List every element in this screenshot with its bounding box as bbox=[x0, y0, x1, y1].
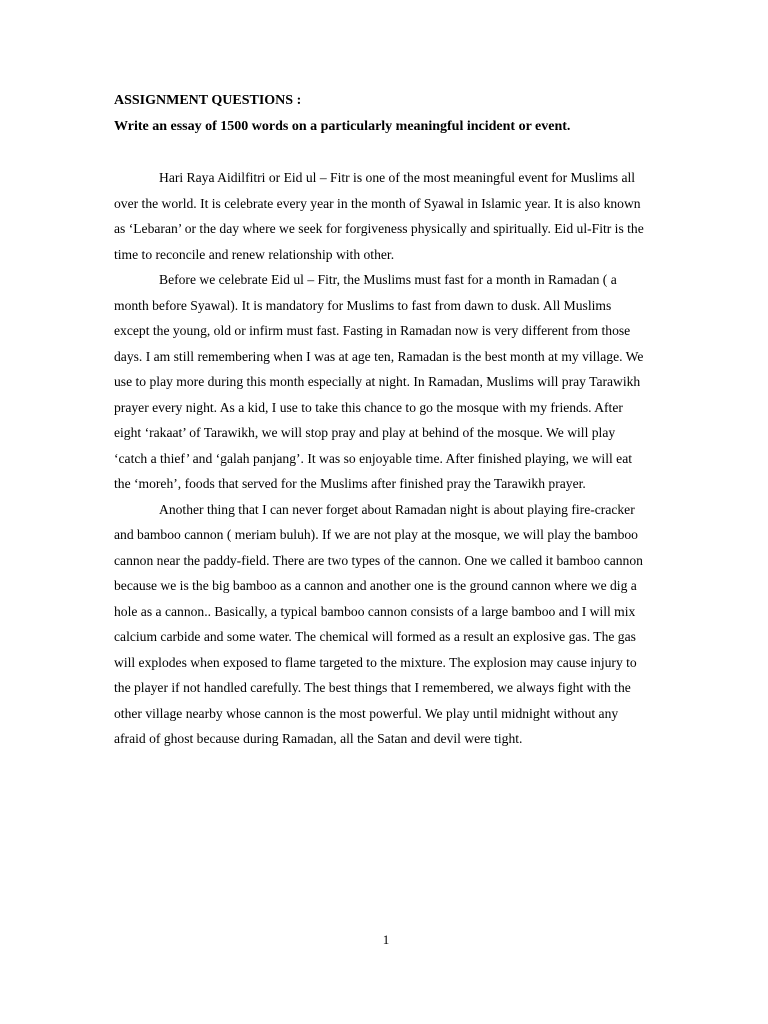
page-number: 1 bbox=[382, 932, 390, 947]
essay-paragraph-2: Before we celebrate Eid ul – Fitr, the Muslims must fast for a month in Ramadan ( a month before Syawal). It is mandatory for Muslims to fast from dawn to dusk. All Muslims except the young, old or infirm must fast. Fasting in Ramadan now is very different from those days. I am still remembering when I was at age ten, Ramadan is the best month at my village. We use to play more during this month especially at night. In Ramadan, Muslims will pray Tarawikh prayer every night. As a kid, I use to take this chance to go the mosque with my friends. After eight ‘rakaat’ of Tarawikh, we will stop pray and play at behind of the mosque. We will play ‘catch a thief’ and ‘galah panjang’. It was so enjoyable time. After finished playing, we will eat the ‘moreh’, foods that served for the Muslims after finished pray the Tarawikh prayer. bbox=[114, 272, 644, 491]
assignment-question: Write an essay of 1500 words on a particularly meaningful incident or event. bbox=[114, 119, 571, 134]
essay-body bbox=[114, 165, 650, 752]
essay-paragraph-1: Hari Raya Aidilfitri or Eid ul – Fitr is one of the most meaningful event for Muslims all over the world. It is celebrate every year in the month of Syawal in Islamic year. It is also known as ‘Lebaran’ or the day where we seek for forgiveness physically and spiritually. Eid ul-Fitr is the time to reconcile and renew relationship with other. bbox=[114, 170, 644, 262]
essay-paragraph-3: Another thing that I can never forget about Ramadan night is about playing fire-cracker and bamboo cannon ( meriam buluh). If we are not play at the mosque, we will play the bamboo cannon near the paddy-field. There are two types of the cannon. One we called it bamboo cannon because we is the big bamboo as a cannon and another one is the ground cannon where we dig a hole as a cannon.. Basically, a typical bamboo cannon consists of a large bamboo and I will mix calcium carbide and some water. The chemical will formed as a result an explosive gas. The gas will explodes when exposed to flame targeted to the mixture. The explosion may cause injury to the player if not handled carefully. The best things that I remembered, we always fight with the other village nearby whose cannon is the most powerful. We play until midnight without any afraid of ghost because during Ramadan, all the Satan and devil were tight. bbox=[114, 501, 643, 746]
assignment-heading: ASSIGNMENT QUESTIONS : bbox=[114, 93, 302, 108]
